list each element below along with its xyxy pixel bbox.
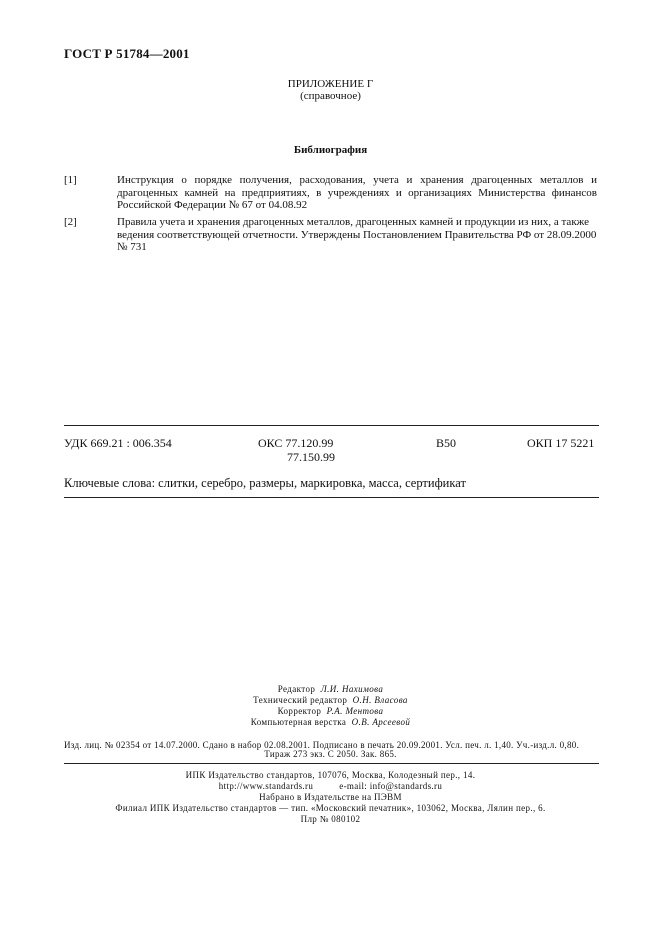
bibliography-heading: Библиография <box>293 144 368 156</box>
appendix-subtitle: (справочное) <box>300 90 361 102</box>
credit-line <box>0 717 661 727</box>
category-code: B50 <box>436 436 457 450</box>
oks-code-1: ОКС 77.120.99 <box>258 436 334 450</box>
credit-role: Технический редактор <box>253 695 348 705</box>
credit-name: Л.И. Нахимова <box>320 684 384 694</box>
keywords: Ключевые слова: слитки, серебро, размеры, маркировка, масса, сертификат <box>64 476 466 490</box>
credit-name: О.Н. Власова <box>352 695 408 705</box>
publisher-address: ИПК Издательство стандартов, 107076, Москва, Колодезный пер., 14. <box>185 770 476 780</box>
divider-top <box>64 425 599 426</box>
publication-info: Изд. лиц. № 02354 от 14.07.2000. Сдано в набор 02.08.2001. Подписано в печать 20.09.2001. Усл. печ. л. 1,40. Уч.-изд.л. 0,80. <box>64 740 580 750</box>
oks-code-2: 77.150.99 <box>287 450 335 464</box>
divider-footer <box>64 763 599 764</box>
credit-line <box>0 695 661 705</box>
credit-name: Р.А. Ментова <box>326 706 384 716</box>
okp-code: ОКП 17 5221 <box>527 436 595 450</box>
print-run-info: Тираж 273 экз. С 2050. Зак. 865. <box>264 749 397 759</box>
license-number: Плр № 080102 <box>300 814 361 824</box>
reference-number: [1] <box>64 174 77 186</box>
reference-text: Инструкция о порядке получения, расходования, учета и хранения драгоценных металлов и драгоценных камней на предприятиях, в учреждениях и организациях Министерства финансов Российской Федерации № 67 от 04.08.92 <box>117 174 597 211</box>
publisher-contacts: http://www.standards.ru e-mail: info@standards.ru <box>218 781 443 791</box>
standard-designation: ГОСТ Р 51784—2001 <box>64 46 190 61</box>
credit-line <box>0 684 661 694</box>
credit-name: О.В. Арсеевой <box>351 717 411 727</box>
udk-code: УДК 669.21 : 006.354 <box>64 436 172 450</box>
credit-role: Редактор <box>277 684 316 694</box>
reference-number: [2] <box>64 216 77 228</box>
appendix-title: ПРИЛОЖЕНИЕ Г <box>287 78 374 90</box>
credit-role: Компьютерная верстка <box>250 717 347 727</box>
credit-role: Корректор <box>277 706 322 716</box>
typeset-note: Набрано в Издательстве на ПЭВМ <box>259 792 402 802</box>
credit-line <box>0 706 661 716</box>
reference-text: Правила учета и хранения драгоценных металлов, драгоценных камней и продукции из них, а также ведения соответствующей отчетности. Утверждены Постановлением Правительства РФ от 28.09.2000 № 731 <box>117 216 597 253</box>
divider-bottom <box>64 497 599 498</box>
printing-branch: Филиал ИПК Издательство стандартов — тип. «Московский печатник», 103062, Москва, Лялин пер., 6. <box>115 803 546 813</box>
